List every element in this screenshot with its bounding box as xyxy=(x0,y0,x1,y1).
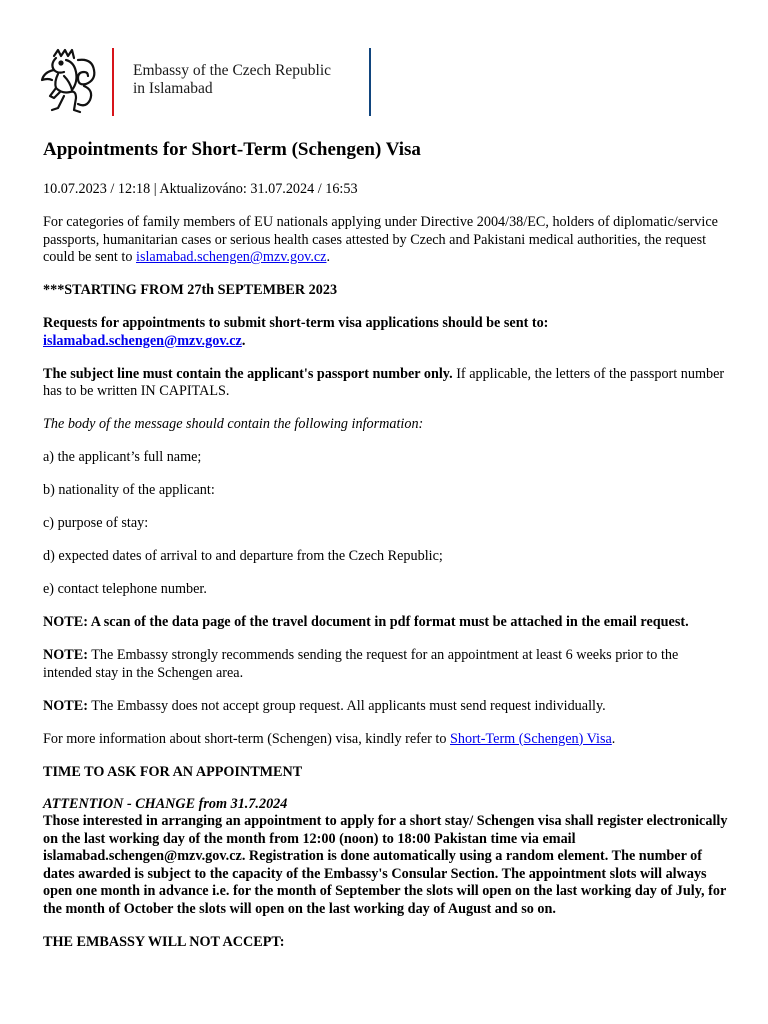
requests-text: Requests for appointments to submit short-term visa applications should be sent to: xyxy=(43,315,549,331)
intro-paragraph xyxy=(43,214,728,267)
embassy-name[interactable] xyxy=(133,62,331,98)
page-title: Appointments for Short-Term (Schengen) Visa xyxy=(43,139,421,160)
time-heading: TIME TO ASK FOR AN APPOINTMENT xyxy=(43,763,303,780)
attention-block xyxy=(43,796,728,919)
attention-body: Those interested in arranging an appointment to apply for a short stay/ Schengen visa shall register electronically on the last working day of the month from 12:00 (noon) to 18:00 Pakistan time via email islamabad.schengen@mzv.gov.cz. Registration is done automatically using a random element. The number of dates awarded is subject to the capacity of the Embassy's Consular Section. The appointment slots will always open one month in advance i.e. for the month of September the slots will open on the last working day of July, for the month of October the slots will open on the last working day of August and so on. xyxy=(43,813,728,917)
note-scan: NOTE: A scan of the data page of the travel document in pdf format must be attached in the email request. xyxy=(43,614,689,630)
note-group-label: NOTE: xyxy=(43,697,88,714)
article-meta: 10.07.2023 / 12:18 | Aktualizováno: 31.07.2024 / 16:53 xyxy=(43,181,358,197)
note-group-text: The Embassy does not accept group request. All applicants must send request individually. xyxy=(87,697,606,714)
not-accept-heading: THE EMBASSY WILL NOT ACCEPT: xyxy=(43,933,285,950)
list-item-c: c) purpose of stay: xyxy=(43,515,149,531)
intro-text: For categories of family members of EU nationals applying under Directive 2004/38/EC, holders of diplomatic/service passports, humanitarian cases or serious health cases attested by Czech and Pakistani medical authorities, the request could be sent to xyxy=(43,214,718,265)
site-header xyxy=(40,44,380,120)
more-info-paragraph xyxy=(43,731,728,749)
embassy-name-line1: Embassy of the Czech Republic xyxy=(133,62,332,79)
note-weeks-text: The Embassy strongly recommends sending the request for an appointment at least 6 weeks prior to the intended stay in the Schengen area. xyxy=(43,647,679,681)
schengen-visa-link[interactable]: Short-Term (Schengen) Visa xyxy=(450,730,612,747)
body-info: The body of the message should contain the following information: xyxy=(43,416,424,432)
more-end: . xyxy=(611,730,616,747)
embassy-name-line2: in Islamabad xyxy=(133,80,213,97)
more-text: For more information about short-term (Schengen) visa, kindly refer to xyxy=(43,730,450,747)
note-group xyxy=(43,698,728,716)
intro-end: . xyxy=(326,249,331,265)
starting-notice: ***STARTING FROM 27th SEPTEMBER 2023 xyxy=(43,282,338,298)
subject-bold: The subject line must contain the applicant's passport number only. xyxy=(43,365,453,382)
requests-end: . xyxy=(241,332,246,349)
note-weeks-label: NOTE: xyxy=(43,647,88,663)
subject-rest: If applicable, the letters of the passport number has to be written IN CAPITALS. xyxy=(43,365,725,399)
article-content xyxy=(43,138,728,967)
czech-lion-emblem-icon[interactable] xyxy=(40,46,100,116)
list-item-a: a) the applicant’s full name; xyxy=(43,449,202,465)
list-item-d: d) expected dates of arrival to and departure from the Czech Republic; xyxy=(43,548,443,564)
subject-paragraph xyxy=(43,366,728,401)
requests-paragraph xyxy=(43,315,728,350)
red-accent-bar xyxy=(112,48,114,116)
list-item-b: b) nationality of the applicant: xyxy=(43,482,215,498)
note-weeks xyxy=(43,647,728,682)
requests-email-link[interactable]: islamabad.schengen@mzv.gov.cz xyxy=(43,332,242,349)
attention-heading: ATTENTION - CHANGE from 31.7.2024 xyxy=(43,795,288,812)
intro-email-link[interactable]: islamabad.schengen@mzv.gov.cz xyxy=(136,249,327,265)
blue-accent-bar xyxy=(369,48,371,116)
list-item-e: e) contact telephone number. xyxy=(43,581,207,597)
